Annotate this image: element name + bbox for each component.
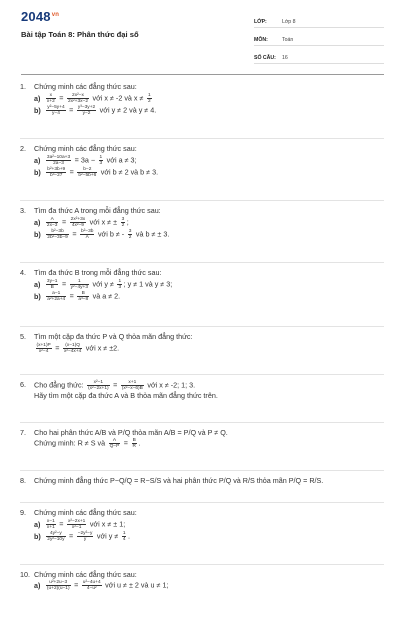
fraction-denominator: 4x²−9 xyxy=(71,223,84,229)
fraction xyxy=(46,291,66,302)
problem-statement: Cho hai phân thức A/B và P/Q thỏa mãn A/B = P/Q và P ≠ Q. xyxy=(34,428,228,437)
item-text: = xyxy=(59,279,69,289)
problem-item xyxy=(34,155,137,166)
problem-number: 3. xyxy=(20,206,26,215)
fraction-denominator: x²−4 xyxy=(38,349,49,355)
item-text: 3a − xyxy=(80,155,98,165)
problem-4 xyxy=(20,268,385,324)
info-row-class xyxy=(254,15,384,28)
item-text: với y ≠ 2 và y ≠ 4. xyxy=(97,105,157,115)
fraction xyxy=(46,217,59,228)
item-text: = xyxy=(57,93,66,103)
fraction-numerator: b²−3b xyxy=(81,229,94,234)
problem-number: 10. xyxy=(20,570,30,579)
info-value: Toán xyxy=(282,37,294,43)
item-text: với y ≠ xyxy=(94,531,121,541)
fraction-denominator: 2y²−10y xyxy=(47,537,65,543)
fraction-denominator: y²−4y+3 xyxy=(70,285,88,291)
item-text: với y ≠ xyxy=(90,279,116,289)
info-key: LỚP: xyxy=(254,19,267,25)
info-value: Lớp 8 xyxy=(282,19,296,25)
problem-number: 4. xyxy=(20,268,26,277)
info-row-subject xyxy=(254,33,384,46)
problem-divider xyxy=(20,374,384,375)
header-divider xyxy=(21,74,384,75)
fraction-numerator: a−1 xyxy=(46,291,66,297)
fraction-denominator: 3 xyxy=(99,161,103,167)
problem-divider xyxy=(20,326,384,327)
item-text: với a ≠ 3; xyxy=(104,155,137,165)
problem-statement: Chứng minh các đẳng thức sau: xyxy=(34,570,137,579)
fraction-denominator: x+1 xyxy=(46,525,55,531)
item-text: ; y ≠ 1 và y ≠ 3; xyxy=(123,279,173,289)
problem-item xyxy=(34,580,168,591)
fraction xyxy=(121,217,126,228)
problem-number: 1. xyxy=(20,82,26,91)
fraction-numerator: y³−3y+2 xyxy=(77,105,96,110)
fraction-denominator: b²−5b+6 xyxy=(78,173,97,179)
problem-divider xyxy=(20,502,384,503)
fraction xyxy=(46,167,66,178)
info-key: SỐ CÂU: xyxy=(254,55,276,61)
fraction-denominator: a²+2a+4 xyxy=(47,297,66,303)
item-label: b) xyxy=(34,229,41,239)
fraction xyxy=(36,343,52,354)
fraction-denominator: 2 xyxy=(121,223,125,229)
item-label: b) xyxy=(34,531,41,541)
item-text: = xyxy=(72,580,81,590)
fraction-numerator: 2x²−x xyxy=(67,93,89,99)
item-text: với x ≠ ±2. xyxy=(83,343,120,353)
problem-number: 9. xyxy=(20,508,26,517)
fraction xyxy=(109,438,121,449)
fraction xyxy=(67,93,89,104)
fraction-denominator: 4−u² xyxy=(86,586,97,592)
info-row-count xyxy=(254,51,384,64)
fraction-denominator: (x²−2x+1) xyxy=(88,386,109,392)
problem-statement: Chứng minh các đẳng thức sau: xyxy=(34,82,137,91)
item-label: a) xyxy=(34,279,41,289)
fraction-denominator: y xyxy=(83,537,87,543)
fraction xyxy=(77,531,94,542)
item-text: với x ≠ -2 và x ≠ xyxy=(90,93,146,103)
item-label: b) xyxy=(34,167,41,177)
item-text: = xyxy=(59,217,69,227)
item-text: với x ≠ -2; 1; 3. xyxy=(145,380,196,390)
fraction-denominator: x²−1 xyxy=(71,525,82,531)
fraction xyxy=(70,279,89,290)
item-text: . xyxy=(138,438,141,448)
item-text: = xyxy=(53,343,62,353)
problem-statement: Chứng minh đẳng thức P−Q/Q = R−S/S và hai phân thức P/Q và R/S thỏa mãn P/Q = R/S. xyxy=(34,476,324,485)
fraction xyxy=(122,531,127,542)
fraction-numerator: 1 xyxy=(118,279,122,284)
item-text: và a ≠ 2. xyxy=(90,291,121,301)
fraction-numerator: 3a²−10a+3 xyxy=(46,155,71,160)
problem-divider xyxy=(20,200,384,201)
fraction xyxy=(87,380,110,391)
problem-item xyxy=(34,391,218,401)
item-text: = xyxy=(72,155,81,165)
fraction-numerator: B xyxy=(132,438,136,443)
problem-number: 7. xyxy=(20,428,26,437)
problem-item xyxy=(34,531,130,542)
fraction-numerator: b−2 xyxy=(77,167,97,173)
fraction-denominator: 2x−3 xyxy=(46,223,58,229)
problem-1 xyxy=(20,82,385,138)
item-text: = xyxy=(57,519,66,529)
fraction-numerator: 1 xyxy=(122,531,126,536)
item-text: với u ≠ ± 2 và u ≠ 1; xyxy=(103,580,169,590)
fraction xyxy=(117,279,122,290)
problem-number: 5. xyxy=(20,332,26,341)
problem-statement: Tìm đa thức A trong mỗi đẳng thức sau: xyxy=(34,206,161,215)
fraction-denominator: 2b²−3b−9 xyxy=(47,235,68,241)
problem-number: 8. xyxy=(20,476,26,485)
problem-statement: Chứng minh các đẳng thức sau: xyxy=(34,144,137,153)
item-text: Chứng minh: R ≠ S và xyxy=(34,438,108,448)
fraction-denominator: R xyxy=(132,444,136,450)
item-text: với x ≠ ± 1; xyxy=(87,519,126,529)
fraction xyxy=(121,380,144,391)
item-label: a) xyxy=(34,580,41,590)
problem-divider xyxy=(20,138,384,139)
fraction xyxy=(82,580,102,591)
fraction-denominator: 2a−3 xyxy=(53,161,64,167)
fraction xyxy=(46,229,69,240)
item-text: = xyxy=(67,167,76,177)
brand-suffix: vn xyxy=(51,11,60,18)
fraction-denominator: A xyxy=(85,235,89,241)
fraction-numerator: 1 xyxy=(147,93,151,98)
fraction xyxy=(147,93,152,104)
fraction-numerator: x xyxy=(46,93,56,99)
problem-item xyxy=(34,343,119,354)
problem-item xyxy=(34,217,129,228)
problem-statement: Tìm một cặp đa thức P và Q thỏa mãn đẳng thức: xyxy=(34,332,193,341)
fraction-denominator: b³−27 xyxy=(50,173,63,179)
fraction xyxy=(70,217,87,228)
fraction-numerator: 3 xyxy=(128,229,132,234)
brand-number: 2048 xyxy=(21,9,51,24)
problem-item xyxy=(34,438,140,449)
info-box xyxy=(254,15,384,69)
fraction xyxy=(132,438,137,449)
fraction-denominator: 4 xyxy=(122,537,126,543)
fraction-numerator: b²−3b xyxy=(46,229,69,235)
item-text: và b ≠ ± 3. xyxy=(133,229,170,239)
item-label: a) xyxy=(34,217,41,227)
item-text: với b ≠ - xyxy=(95,229,127,239)
info-value: 16 xyxy=(282,55,288,61)
fraction-numerator: b²+3b+9 xyxy=(47,167,66,172)
fraction-numerator: 4y²−y xyxy=(46,531,65,537)
fraction xyxy=(63,343,82,354)
fraction-numerator: A xyxy=(109,438,121,444)
fraction-denominator: 2 xyxy=(147,99,151,105)
fraction-numerator: 3y−1 xyxy=(46,279,58,284)
fraction-denominator: 3 xyxy=(118,285,122,291)
fraction-denominator: (u+2)(u−1) xyxy=(46,586,70,592)
problem-2 xyxy=(20,144,385,200)
fraction-numerator: 3 xyxy=(121,217,125,222)
fraction-numerator: x²−1 xyxy=(87,380,110,386)
problem-number: 6. xyxy=(20,380,26,389)
item-text: Hãy tìm một cặp đa thức A và B thỏa mãn đẳng thức trên. xyxy=(34,391,218,400)
fraction-denominator: 2x²+3x−2 xyxy=(67,99,88,105)
fraction xyxy=(67,519,86,530)
fraction xyxy=(46,531,65,542)
fraction-denominator: (x²−x−6)B xyxy=(121,386,143,392)
item-text: với x ≠ ± xyxy=(87,217,120,227)
fraction-denominator: y−2 xyxy=(82,111,91,117)
fraction xyxy=(46,155,71,166)
item-text: = xyxy=(67,531,76,541)
fraction-numerator: 2x²+3x xyxy=(70,217,86,222)
fraction xyxy=(46,279,59,290)
item-text: = xyxy=(70,229,79,239)
item-text: ; xyxy=(126,217,129,227)
fraction-denominator: 2 xyxy=(128,235,132,241)
fraction-denominator: x²−4x+4 xyxy=(63,349,82,355)
problem-3 xyxy=(20,206,385,262)
fraction-numerator: 1 xyxy=(70,279,89,285)
item-text: với b ≠ 2 và b ≠ 3. xyxy=(98,167,159,177)
item-text: Cho đẳng thức: xyxy=(34,380,86,390)
problem-item xyxy=(34,380,195,391)
fraction-numerator: 1 xyxy=(99,155,103,160)
problem-divider xyxy=(20,422,384,423)
brand-logo xyxy=(21,9,59,24)
fraction-numerator: u²−4u+4 xyxy=(82,580,101,585)
problem-item xyxy=(34,229,169,240)
fraction-numerator: x+1 xyxy=(121,380,144,386)
item-text: = xyxy=(67,291,76,301)
fraction xyxy=(99,155,104,166)
item-text: . xyxy=(127,531,130,541)
info-key: MÔN: xyxy=(254,37,268,43)
problem-divider xyxy=(20,564,384,565)
fraction-numerator: y²−5y+4 xyxy=(47,105,65,110)
item-label: a) xyxy=(34,519,41,529)
item-text: = xyxy=(121,438,131,448)
worksheet-title: Bài tập Toán 8: Phân thức đại số xyxy=(21,30,139,39)
fraction-numerator: B xyxy=(77,291,89,297)
fraction xyxy=(77,291,89,302)
fraction-numerator: (x+1)P xyxy=(36,343,51,348)
fraction-numerator: A xyxy=(46,217,59,223)
item-label: b) xyxy=(34,291,41,301)
problem-item xyxy=(34,93,153,104)
item-text: = xyxy=(67,105,76,115)
fraction xyxy=(77,105,96,116)
fraction-denominator: Q−P xyxy=(109,444,120,450)
fraction xyxy=(46,105,65,116)
problem-item xyxy=(34,167,158,178)
fraction-denominator: y−4 xyxy=(52,111,60,117)
fraction-numerator: −2y²−y xyxy=(77,531,93,536)
problem-9 xyxy=(20,508,385,564)
problem-item xyxy=(34,105,156,116)
item-text: = xyxy=(111,380,120,390)
fraction xyxy=(77,167,97,178)
fraction xyxy=(46,93,56,104)
fraction-numerator: x−1 xyxy=(46,519,55,524)
fraction-denominator: a³−8 xyxy=(78,297,89,303)
fraction-numerator: x²−2x+1 xyxy=(67,519,86,524)
item-label: b) xyxy=(34,105,41,115)
fraction-denominator: B xyxy=(50,285,54,291)
item-label: a) xyxy=(34,93,41,103)
problem-divider xyxy=(20,470,384,471)
problem-statement: Tìm đa thức B trong mỗi đẳng thức sau: xyxy=(34,268,162,277)
fraction-numerator: (x−1)Q xyxy=(63,343,82,349)
problem-divider xyxy=(20,262,384,263)
problem-item xyxy=(34,519,125,530)
fraction xyxy=(46,519,56,530)
fraction xyxy=(80,229,94,240)
item-label: a) xyxy=(34,155,41,165)
fraction-denominator: x+2 xyxy=(46,99,55,105)
problem-10 xyxy=(20,570,385,626)
problem-item xyxy=(34,279,172,290)
fraction xyxy=(128,229,133,240)
fraction xyxy=(46,580,71,591)
fraction-numerator: u²+2u−3 xyxy=(46,580,71,586)
problem-item xyxy=(34,291,120,302)
problem-number: 2. xyxy=(20,144,26,153)
problem-statement: Chứng minh các đẳng thức sau: xyxy=(34,508,137,517)
